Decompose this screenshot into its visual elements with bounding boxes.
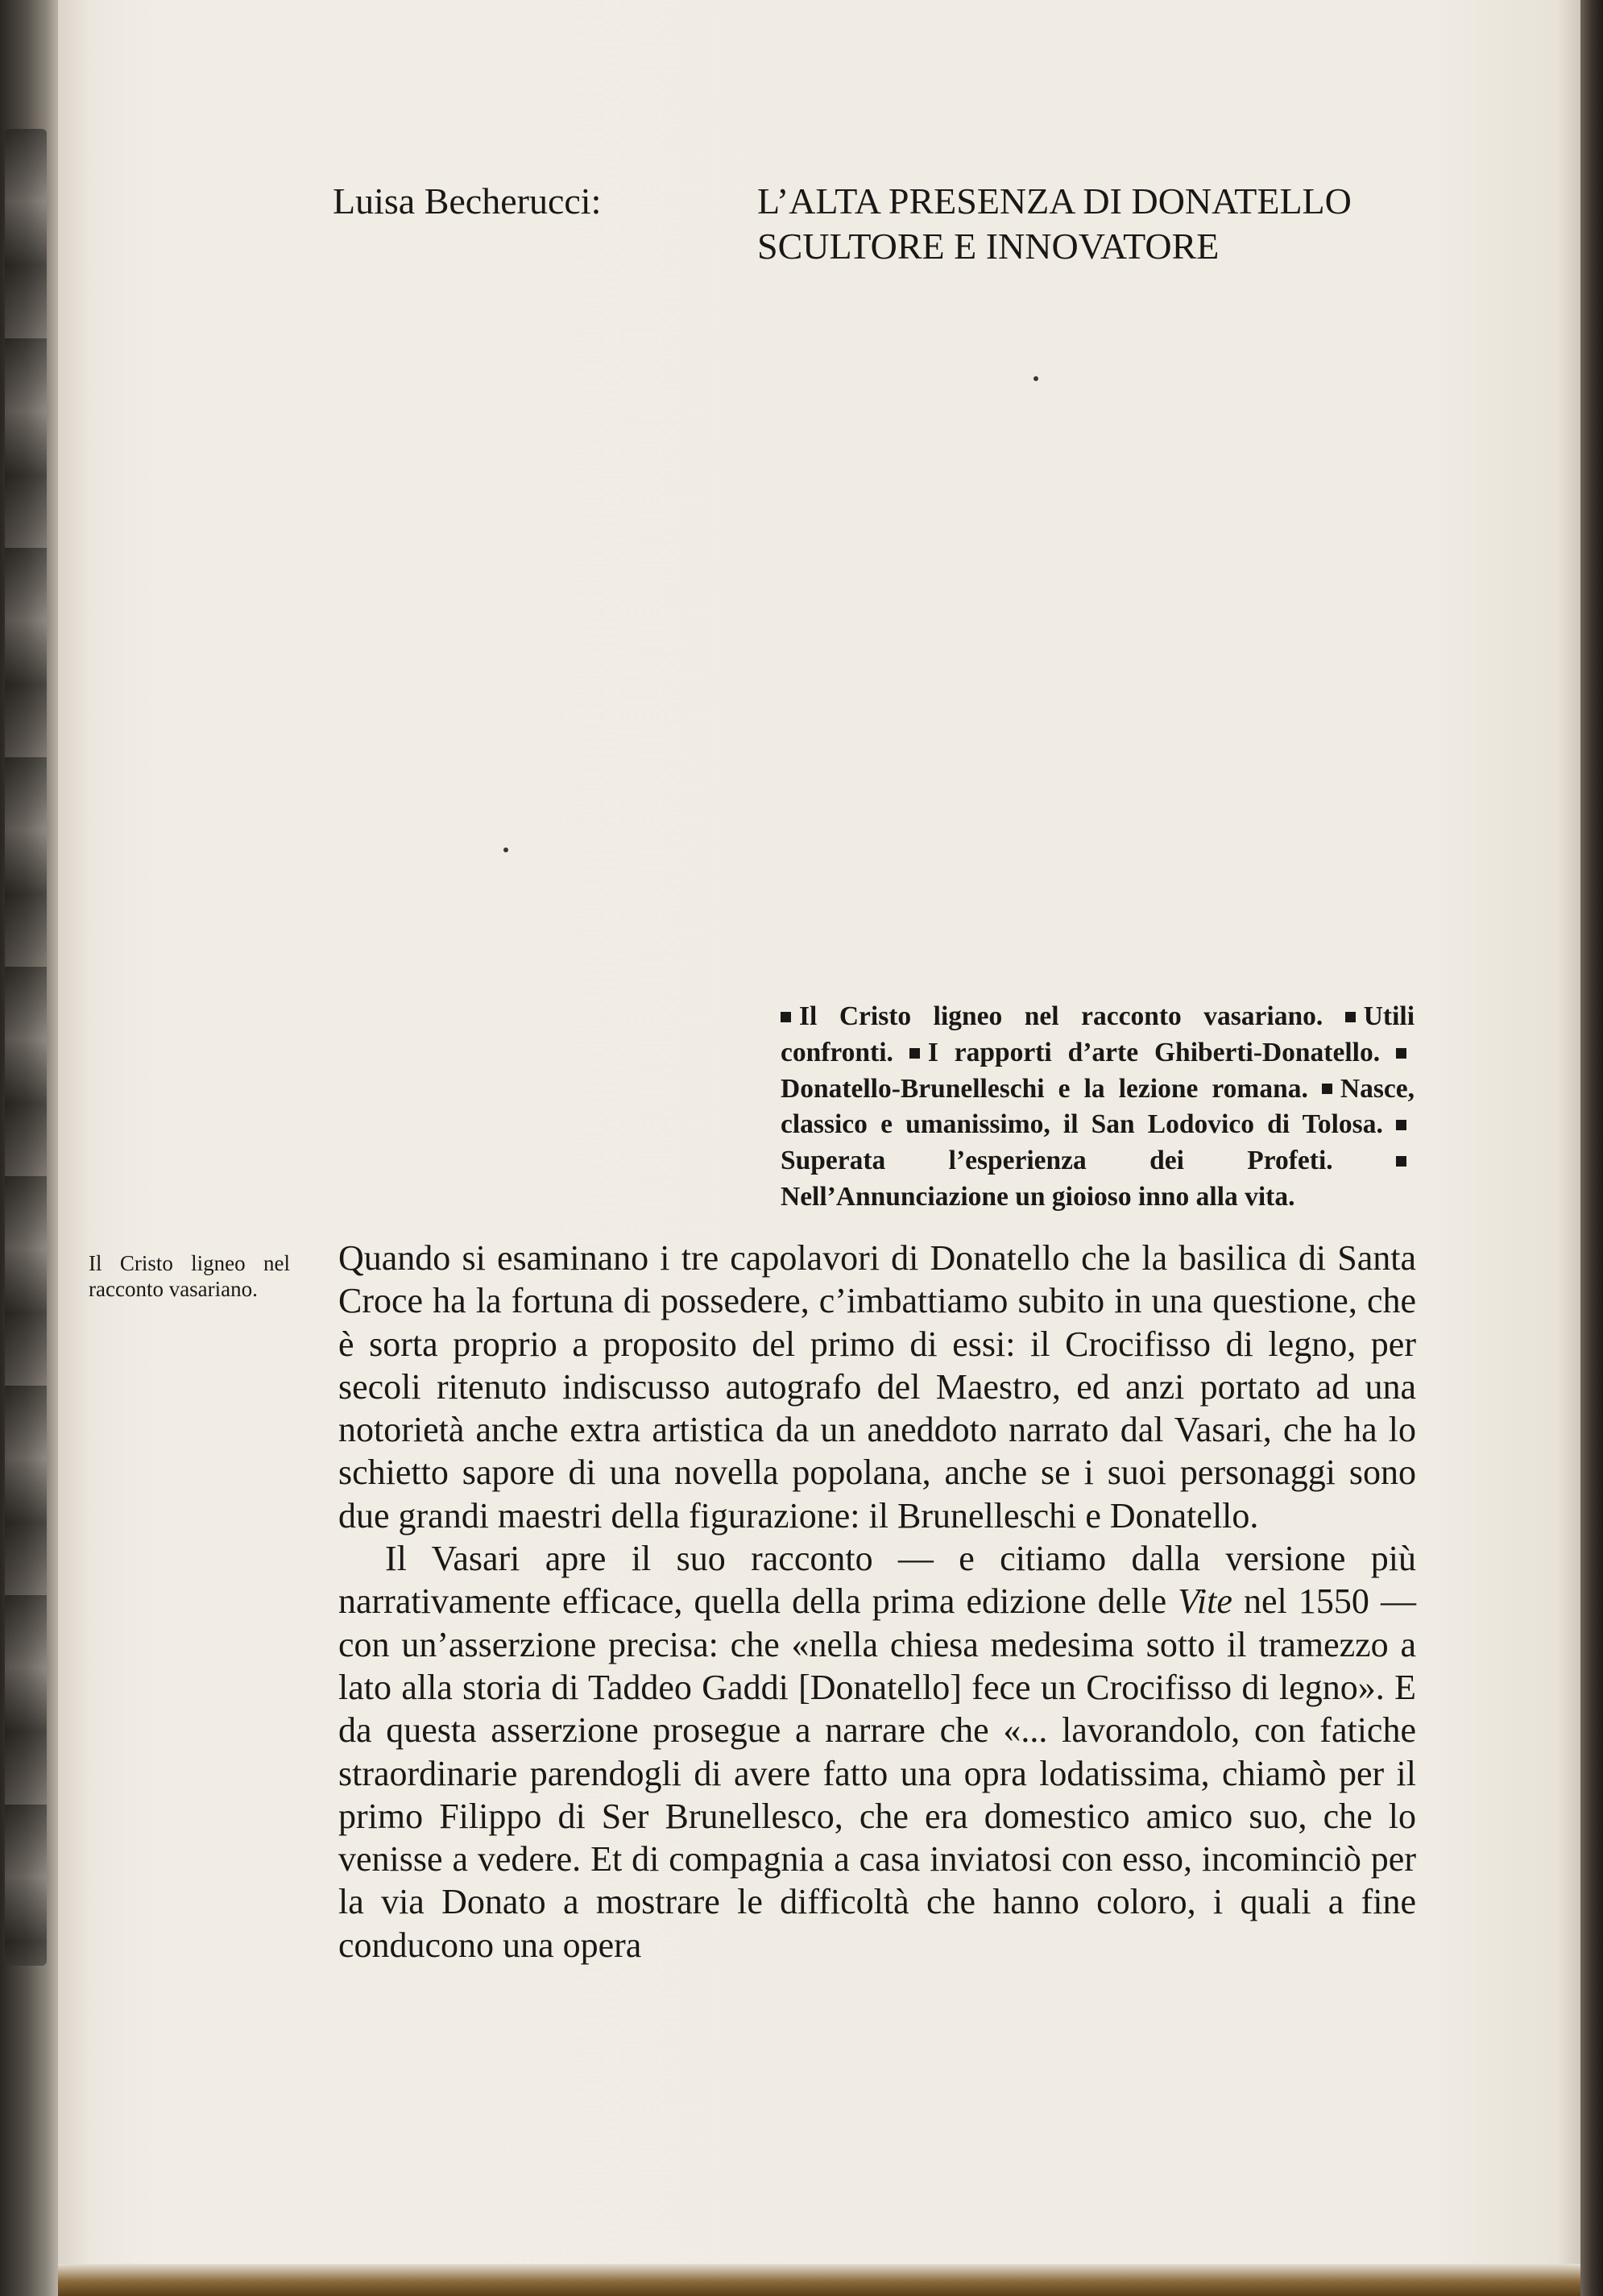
summary-item: Il Cristo ligneo nel racconto vasariano. <box>781 1001 1345 1031</box>
bullet-icon <box>909 1048 920 1059</box>
summary-item: I rapporti d’arte Ghiberti-Donatello. <box>909 1038 1396 1067</box>
adjacent-page-illustration <box>0 0 58 2296</box>
chapter-summary <box>781 999 1415 1216</box>
author-name: Luisa Becherucci: <box>333 180 602 222</box>
book-bottom-edge <box>58 2264 1580 2296</box>
chapter-title-line-2: SCULTORE E INNOVATORE <box>757 226 1220 267</box>
summary-item: Nell’Annunciazione un gioioso inno alla vita. <box>781 1146 1415 1212</box>
paper-speck <box>503 848 508 852</box>
summary-item: Superata l’esperienza dei Profeti. <box>781 1109 1415 1175</box>
bullet-icon <box>1396 1120 1406 1130</box>
bullet-icon <box>1345 1012 1356 1022</box>
chapter-title-line-1: L’ALTA PRESENZA DI DONATELLO <box>757 180 1352 222</box>
body-paragraph-1: Quando si esaminano i tre capolavori di Donatello che la basilica di Santa Croce ha la fortuna di possedere, c’imbattiamo subito in una questione, che è sorta proprio a proposito del primo di essi: il Crocifisso di legno, per secoli ritenuto indiscusso autografo del Maestro, ed anzi portato ad una notorietà anche extra artistica da un aneddoto narrato dal Vasari, che ha lo schietto sapore di una novella popolana, anche se i suoi personaggi sono due grandi maestri della figurazione: il Brunelleschi e Donatello. <box>338 1238 1416 1536</box>
italic-title-vite: Vite <box>1178 1581 1232 1622</box>
summary-item: Donatello-Brunelleschi e la lezione romana. <box>781 1038 1415 1104</box>
summary-item: Nasce, classico e umanissimo, il San Lodovico di Tolosa. <box>781 1073 1415 1140</box>
paper-speck <box>1033 376 1038 381</box>
bullet-icon <box>781 1012 791 1022</box>
summary-item: Utili confronti. <box>781 1001 1415 1067</box>
body-text <box>338 1237 1416 1967</box>
book-cover-edge <box>1580 0 1603 2296</box>
marginal-note: Il Cristo ligneo nel racconto vasariano. <box>89 1251 290 1301</box>
body-paragraph-2: Il Vasari apre il suo racconto — e citiamo dalla versione più narrativamente efficace, quella della prima edizione delle Vite nel 1550 — con un’asserzione precisa: che «nella chiesa medesima sotto il tramezzo a lato alla storia di Taddeo Gaddi [Donatello] fece un Crocifisso di legno». E da questa asserzione prosegue a narrare che «... lavorandolo, con fatiche straordinarie parendogli di avere fatto una opra lodatissima, chiamò per il primo Filippo di Ser Brunellesco, che era domestico amico suo, che lo venisse a vedere. Et di compagnia a casa inviatosi con esso, incominciò per la via Donato a mostrare le difficoltà che hanno coloro, i quali a fine conducono una opera <box>338 1539 1416 1965</box>
bullet-icon <box>1322 1084 1332 1094</box>
bullet-icon <box>1396 1048 1406 1059</box>
bullet-icon <box>1396 1156 1406 1167</box>
chapter-title <box>757 179 1352 269</box>
